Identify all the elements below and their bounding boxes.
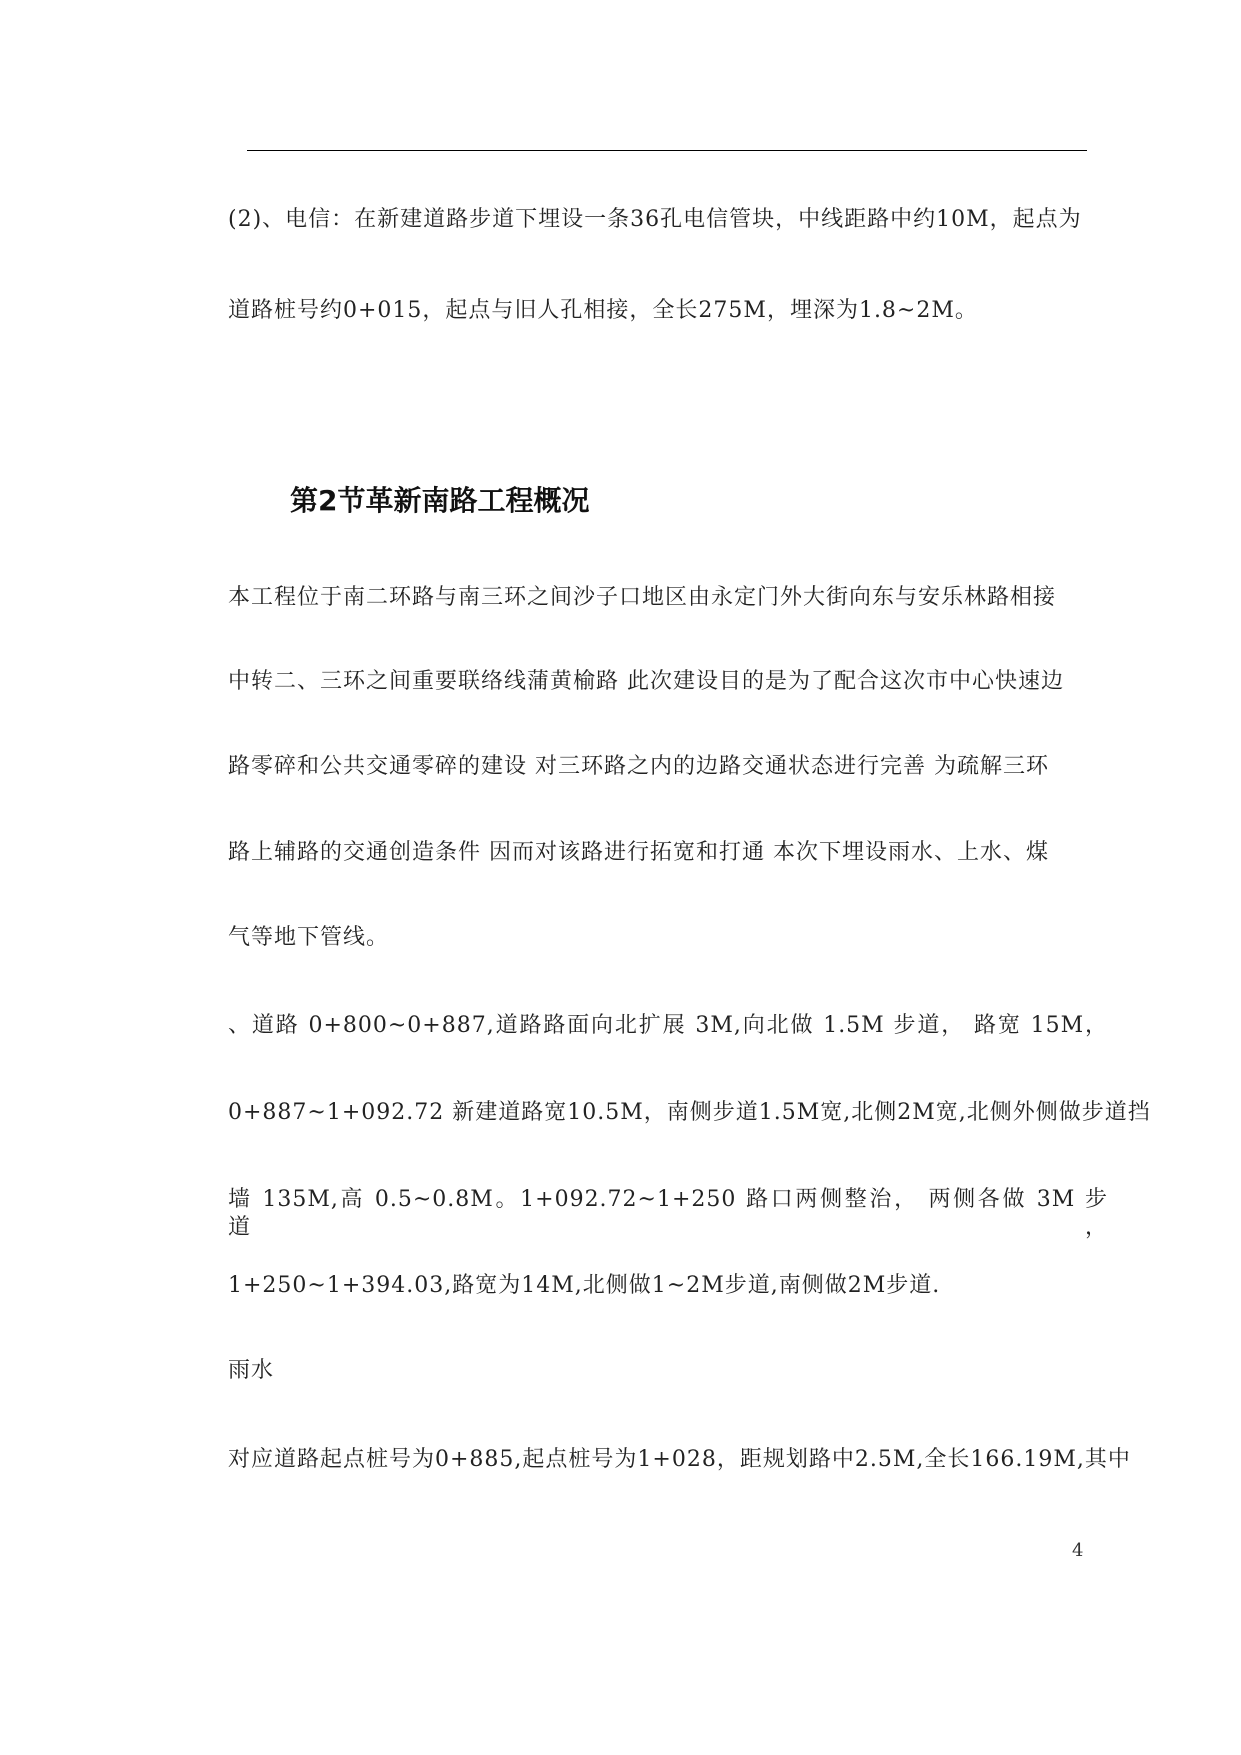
page-number: 4 <box>1072 1540 1084 1561</box>
overview-line-3: 路零碎和公共交通零碎的建设 对三环路之内的边路交通状态进行完善 为疏解三环 <box>228 754 1049 779</box>
rain-text: 对应道路起点桩号为0+885,起点桩号为1+028，距规划路中2.5M,全长166.19M,其中 <box>228 1447 1131 1472</box>
rain-label: 雨水 <box>228 1358 275 1383</box>
section-heading: 第2节革新南路工程概况 <box>290 484 590 517</box>
header-rule <box>247 150 1087 151</box>
section-1-line-1: (2)、电信：在新建道路步道下埋设一条36孔电信管块，中线距路中约10M，起点为 <box>228 207 1082 232</box>
road-line-1: 、道路 0+800~0+887,道路路面向北扩展 3M,向北做 1.5M 步道， 路宽 15M， <box>228 1013 1108 1038</box>
overview-line-2: 中转二、三环之间重要联络线蒲黄榆路 此次建设目的是为了配合这次市中心快速边 <box>228 669 1064 694</box>
overview-line-5: 气等地下管线。 <box>228 925 390 950</box>
road-line-3: 墙 135M,高 0.5~0.8M。1+092.72~1+250 路口两侧整治， 两侧各做 3M 步道， <box>228 1187 1108 1240</box>
road-line-2: 0+887~1+092.72 新建道路宽10.5M，南侧步道1.5M宽,北侧2M宽,北侧外侧做步道挡 <box>228 1100 1151 1125</box>
section-1-line-2: 道路桩号约0+015，起点与旧人孔相接，全长275M，埋深为1.8~2M。 <box>228 298 978 323</box>
overview-line-4: 路上辅路的交通创造条件 因而对该路进行拓宽和打通 本次下埋设雨水、上水、煤 <box>228 840 1049 865</box>
road-line-4: 1+250~1+394.03,路宽为14M,北侧做1~2M步道,南侧做2M步道. <box>228 1273 941 1298</box>
overview-line-1: 本工程位于南二环路与南三环之间沙子口地区由永定门外大街向东与安乐林路相接 <box>228 585 1057 610</box>
